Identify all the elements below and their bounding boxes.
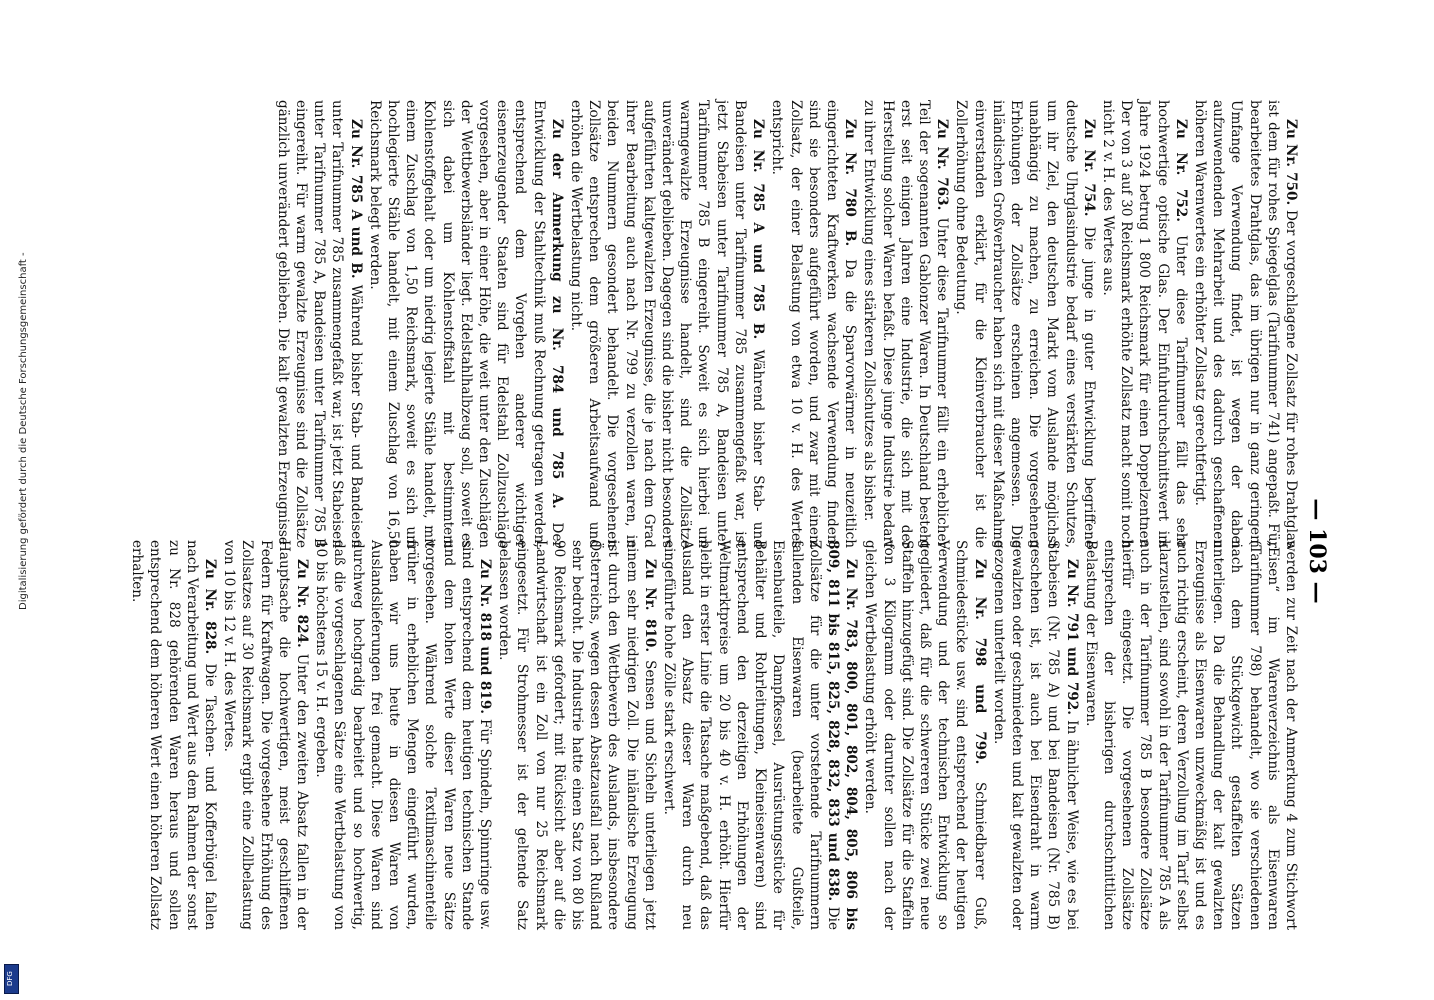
paragraph-text: Während bisher Stab- und Bandeisen unter Tarifnummer 785 zusammengefaßt war, ist jetzt Stabeisen unter Tarifnummer 785 A, Bandeisen unter Tarifnummer 785 B eingereiht. Soweit es sich hierbei um warmgewalzte Erzeugnisse handelt, sind die Zollsätze unverändert geblieben. Dagegen sind die bisher nicht besonders aufgeführten kaltgewalzten Erzeugnisse, die je nach dem Grad ihrer Bearbeitung auch nach Nr. 799 zu verzollen waren, in beiden Nummern gesondert behandelt. Die vorgesehenen Zollsätze entsprechen dem größeren Arbeitsaufwand und erhöhen die Wertbelastung nicht. xyxy=(568,100,767,549)
paragraph-text: Der vorgeschlagene Zollsatz für rohes Drahtglas ist dem für rohes Spiegelglas (Tarifnummer 741) angepaßt. Für bearbeitetes Drahtglas, das im übrigen nur in ganz geringem Umfange Verwendung findet, ist wegen der dabei aufzuwendenden Mehrarbeit und des dadurch geschaffenen höheren Warenwertes ein erhöhter Zollsatz gerechtfertigt. xyxy=(1191,100,1299,549)
paragraph xyxy=(861,540,988,930)
paragraph-text: In ähnlicher Weise, wie es bei Stabeisen (Nr. 785 A) und bei Bandeisen (Nr. 785 B) geschehen ist, ist auch bei Eisendraht in warm gewalzten oder geschmiedeten und kalt gewalzten oder gezogenen unterteilt worden. xyxy=(990,540,1080,930)
paragraph-text: Unter den zweiten Absatz fallen in der Hauptsache die hochwertigen, meist geschliffenen Federn für Kraftwagen. Die vorgesehene Erhöhung des Zollsatzes auf 30 Reichsmark ergibt eine Zollbelastung von 10 bis 12 v. H. des Wertes. xyxy=(221,540,311,930)
logo-text: DFG xyxy=(6,971,14,987)
dfg-logo xyxy=(4,964,19,994)
left-text-column xyxy=(120,100,1300,548)
page-number: — 103 — xyxy=(1304,498,1330,604)
paragraph-text: Für Spindeln, Spinnringe usw. sind entsprechend dem heutigen technischen Stande und dem hohen Werte dieser Waren neue Sätze vorgesehen. Während solche Textilmaschinenteile früher in erheblichen Mengen eingeführt wurden, haben wir uns heute in diesen Waren von Auslandslieferungen frei gemacht. Diese Waren sind durchweg hochgradig bearbeitet und so hochwertig, daß die vorgeschlagenen Sätze eine Wertbelastung von 10 bis höchstens 15 v. H. ergeben. xyxy=(313,540,494,930)
paragraph-text: Der Entwicklung der Stahltechnik muß Rechnung getragen werden; entsprechend dem Vorgehen anderer wichtiger eisenerzeugender Staaten sind für Edelstahl Zollzuschläge vorgesehen, aber in einer Höhe, die weit unter den Zuschlägen der Wettbewerbsländer liegt. Edelstahlhalbzeug soll, soweit es sich dabei um Kohlenstoffstahl mit bestimmtem Kohlenstoffgehalt oder um niedrig legierte Stähle handelt, mit einem Zuschlag von 1,50 Reichsmark, soweit es sich um hochlegierte Stähle handelt, mit einem Zuschlag von 16,50 Reichsmark belegt werden. xyxy=(366,100,565,548)
paragraph-text: werden zur Zeit nach der Anmerkung 4 zum Stichwort „Eisen“ im Warenverzeichnis als Eisenwaren (Tarifnummer 798) behandelt, wo sie verschiedenen nach dem Stückgewicht gestaffelten Sätzen unterliegen. Da die Behandlung der kalt gewalzten Erzeugnisse als Eisenwaren unzweckmäßig ist und es auch richtig erscheint, deren Verzollung im Tarif selbst klarzustellen, sind sowohl in der Tarifnummer 785 A als auch in der Tarifnummer 785 B besondere Zollsätze hierfür eingesetzt. Die vorgesehenen Zollsätze entsprechen der bisherigen durchschnittlichen Belastung der Eisenwaren. xyxy=(1082,540,1299,930)
paragraph-heading: Zu Nr. 752. xyxy=(1172,119,1189,222)
paragraph-text: Unter diese Tarifnummer fällt ein erheblicher Teil der sogenannten Gablonzer Waren. In Deutschland besteht erst seit einigen Jahren eine Industrie, die sich mit der Herstellung solcher Waren befaßt. Diese junge Industrie bedarf zu ihrer Entwicklung eines stärkeren Zollschutzes als bisher. xyxy=(861,100,951,549)
paragraph-text: Während bisher Stab- und Bandeisen unter Tarifnummer 785 zusammengefaßt war, ist jetzt Stabeisen unter Tarifnummer 785 A, Bandeisen unter Tarifnummer 785 B eingereiht. Für warm gewalzte Erzeugnisse sind die Zollsätze gänzlich unverändert geblieben. Die kalt gewalzten Erzeugnisse xyxy=(274,100,364,548)
paragraph-heading: Zu Nr. 810. xyxy=(641,559,658,653)
paragraph-heading: Zu Nr. 785 A und 785 B. xyxy=(750,119,767,340)
paragraph-heading: Zu Nr. 785 A und B. xyxy=(347,119,364,279)
paragraph-text: Sensen und Sicheln unterliegen jetzt einem sehr niedrigen Zoll. Die inländische Erzeugung ist durch den Wettbewerb des Auslands, insbesondere Österreichs, wegen dessen Absatzausfall nach Rußland sehr bedroht. Die Industrie hatte einen Satz von 80 bis 90 Reichsmark gefordert; mit Rücksicht aber auf die Landwirtschaft ist ein Zoll von nur 25 Reichsmark eingesetzt. Für Strohmesser ist der geltende Satz belassen worden. xyxy=(496,540,658,930)
paragraph xyxy=(274,100,365,548)
paragraph xyxy=(1082,540,1300,930)
paragraph xyxy=(952,100,1098,548)
paragraph-heading: Zu Nr. 780 B. xyxy=(842,119,859,247)
paragraph-heading: Zu Nr. 798 und 799. xyxy=(971,559,988,765)
digitization-credit: Digitalisierung gefördert durch die Deutsche Forschungsgemeinschaft - xyxy=(18,252,29,610)
paragraph xyxy=(860,100,951,548)
paragraph-heading: Zu Nr. 828. xyxy=(202,559,219,655)
paragraph-heading: Zu Nr. 818 und 819. xyxy=(477,559,494,715)
paragraph-text: Da die Sparvorwärmer in neuzeitlich eingerichteten Kraftwerken wachsende Verwendung finden, sind sie besonders aufgeführt worden, und zwar mit einem Zollsatz, der einer Belastung von etwa 10 v. H. des Wertes entspricht. xyxy=(769,100,859,548)
paragraph xyxy=(768,100,859,548)
paragraph-heading: Zu Nr. 791 und 792. xyxy=(1063,559,1080,715)
paragraph xyxy=(660,540,860,930)
paragraph xyxy=(990,540,1081,930)
paragraph-heading: Zu Nr. 783, 800, 801, 802, 804, 805, 806 bis 809, 811 bis 815, 825, 828, 832, 833 und 838. xyxy=(824,540,860,930)
paragraph-text: Unter diese Tarifnummer fällt das sehr hochwertige optische Glas. Der Einfuhrdurchschnittswert im Jahre 1924 betrug 1 800 Reichsmark für einen Doppelzentner. Der von 3 auf 30 Reichsmark erhöhte Zollsatz macht somit noch nicht 2 v. H. des Wertes aus. xyxy=(1099,100,1189,548)
paragraph-heading: Zu Nr. 824. xyxy=(294,559,311,648)
paragraph-text: Die Taschen- und Kofferbügel fallen nach Verarbeitung und Wert aus dem Rahmen der sonst zu Nr. 828 gehörenden Waren heraus und sollen entsprechend dem höheren Wert einen höheren Zollsatz erhalten. xyxy=(129,540,219,931)
paragraph xyxy=(220,540,311,930)
paragraph xyxy=(312,540,494,930)
paragraph-heading: Zu Nr. 754. xyxy=(1080,119,1097,217)
paragraph xyxy=(1099,100,1190,548)
paragraph xyxy=(495,540,659,930)
paragraph-heading: Zu Nr. 750. xyxy=(1283,119,1299,206)
paragraph-text: Die Zollsätze für die unter vorstehende Tarifnummern fallenden Eisenwaren (bearbeitete Gußteile, Eisenbauteile, Dampfkessel, Ausrüstungsstücke für Behälter und Rohrleitungen, Kleineisenwaren) sind entsprechend den derzeitigen Erhöhungen der Weltmarktpreise um 20 bis 40 v. H. erhöht. Hierfür bleibt in erster Linie die Tatsache maßgebend, daß das Ausland den Absatz dieser Waren durch neu eingeführte hohe Zölle stark erschwert. xyxy=(661,540,841,930)
paragraph-text: Die junge in guter Entwicklung begriffene deutsche Uhrglasindustrie bedarf eines verstärkten Schutzes, um ihr Ziel, den deutschen Markt vom Auslande möglichst unabhängig zu machen, zu erreichen. Die vorgesehenen Erhöhungen der Zollsätze erscheinen angemessen. Die inländischen Großverbraucher haben sich mit dieser Maßnahme einverstanden erklärt, für die Kleinverbraucher ist die Zollerhöhung ohne Bedeutung. xyxy=(953,100,1097,548)
paragraph-heading: Zu Nr. 763. xyxy=(934,119,951,211)
paragraph xyxy=(128,540,219,930)
paragraph xyxy=(1191,100,1300,548)
right-text-column xyxy=(120,540,1300,930)
paragraph-heading: Zu der Anmerkung zu Nr. 784 und 785 A. xyxy=(548,119,565,509)
paragraph-text: Schmiedbarer Guß, Schmiedestücke usw. sind entsprechend der heutigen Verwendung und der technischen Entwicklung so gegliedert, daß für die schwereren Stücke zwei neue Staffeln hinzugefügt sind. Die Zollsätze für die Staffeln von 3 Kilogramm oder darunter sollen nach der gleichen Wertbelastung erhöht werden. xyxy=(862,540,988,930)
paragraph xyxy=(567,100,767,548)
paragraph xyxy=(366,100,566,548)
